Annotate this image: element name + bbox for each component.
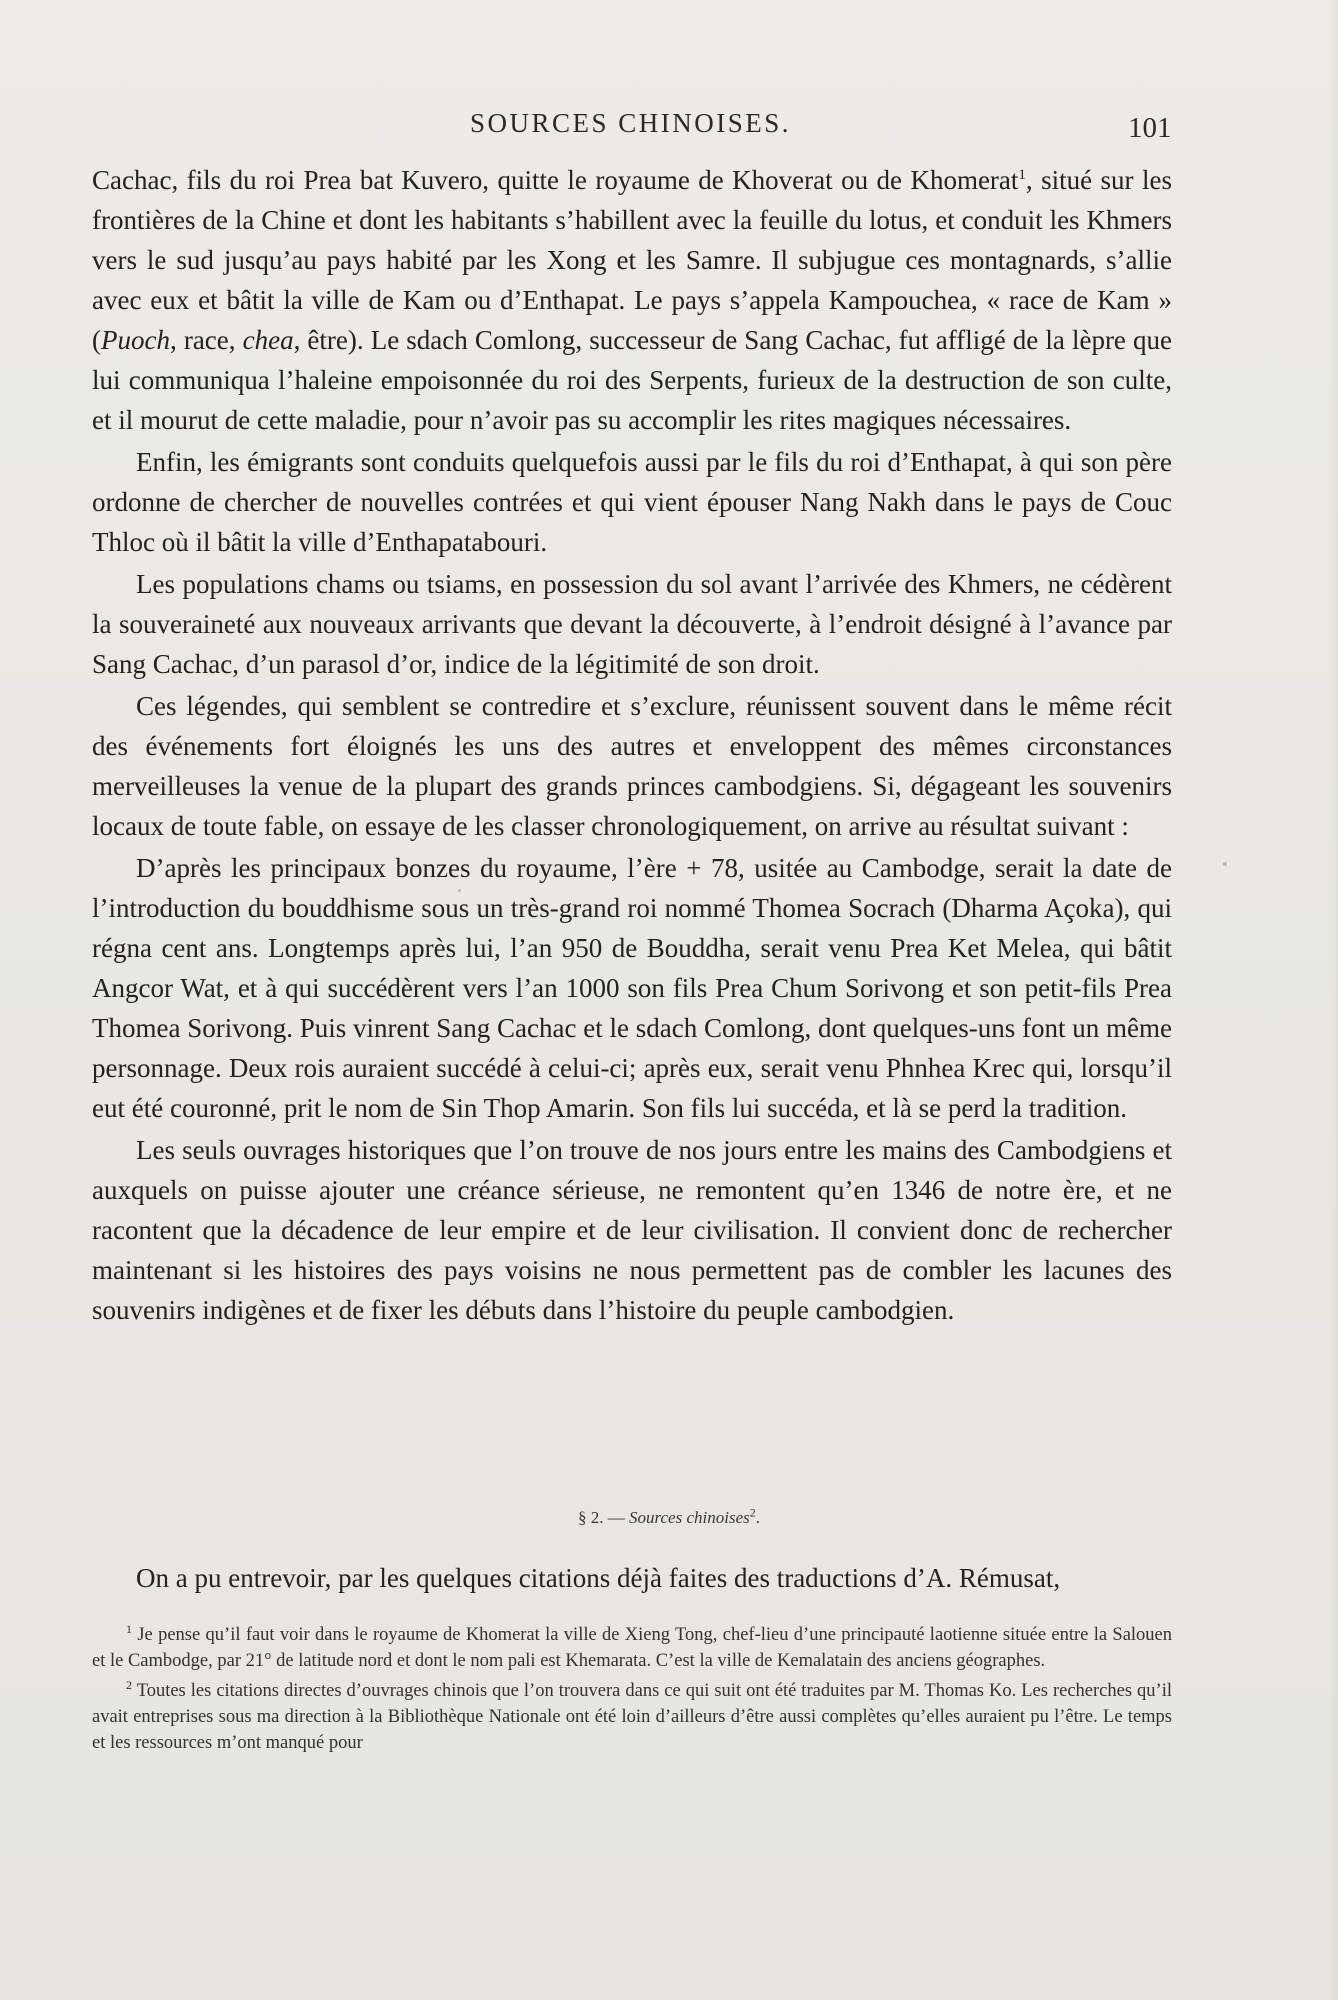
paragraph-1-end: , être). Le sdach Comlong, successeur de Sang Cachac, fut affligé de la lèpre que lui communiqua l’haleine empoisonnée du roi des Serpents, furieux de la destruction de son culte, et il mourut de cette maladie, pour n’avoir pas su accomplir les rites magiques nécessaires. xyxy=(92,325,1172,435)
paragraph-1 xyxy=(92,160,1172,440)
paper-speck xyxy=(1223,862,1227,866)
section-number: § 2. — xyxy=(578,1508,625,1527)
footnote-1-text: Je pense qu’il faut voir dans le royaume de Khomerat la ville de Xieng Tong, chef-lieu d’une principauté laotienne située entre la Salouen et le Cambodge, par 21° de latitude nord et dont le nom pali est Khemarata. C’est la ville de Kemalatain des anciens géographes. xyxy=(92,1625,1173,1671)
paragraph-1-rest: , situé sur les frontières de la Chine et dont les habitants s’habillent avec la feuille du lotus, et conduit les Khmers vers le sud jusqu’au pays habité par les Xong et les Samre. Il subjugue ces montagnards, s’allie avec eux et bâtit la ville de Kam ou d’Enthapat. Le pays s’appela Kampouchea, « race de Kam » ( xyxy=(92,165,1172,355)
paragraph-1-italic-puoch: Puoch xyxy=(101,325,170,355)
footnote-2 xyxy=(92,1678,1172,1756)
page-number: 101 xyxy=(1128,112,1172,144)
paragraph-4: Ces légendes, qui semblent se contredire et s’exclure, réunissent souvent dans le même récit des événements fort éloignés les uns des autres et enveloppent des mêmes circonstances merveilleuses la venue de la plupart des grands princes cambodgiens. Si, dégageant les souvenirs locaux de toute fable, on essaye de les classer chronologiquement, on arrive au résultat suivant : xyxy=(92,691,1172,841)
footnote-ref-1: 1 xyxy=(1018,167,1026,183)
paragraph-3: Les populations chams ou tsiams, en possession du sol avant l’arrivée des Khmers, ne cédèrent la souveraineté aux nouveaux arrivants que devant la découverte, à l’endroit désigné à l’avance par Sang Cachac, d’un parasol d’or, indice de la légitimité de son droit. xyxy=(92,569,1172,679)
paragraph-6: Les seuls ouvrages historiques que l’on trouve de nos jours entre les mains des Cambodgiens et auxquels on puisse ajouter une créance sérieuse, ne remontent qu’en 1346 de notre ère, et ne racontent que la décadence de leur empire et de leur civilisation. Il convient donc de rechercher maintenant si les histoires des pays voisins ne nous permettent pas de combler les lacunes des souvenirs indigènes et de fixer les débuts dans l’histoire du peuple cambodgien. xyxy=(92,1135,1172,1325)
section-heading-end: . xyxy=(755,1508,760,1527)
paragraph-2: Enfin, les émigrants sont conduits quelquefois aussi par le fils du roi d’Enthapat, à qui son père ordonne de chercher de nouvelles contrées et qui vient épouser Nang Nakh dans le pays de Couc Thloc où il bâtit la ville d’Enthapatabouri. xyxy=(92,447,1172,557)
footnote-ref-2: 2 xyxy=(749,1505,756,1520)
main-text xyxy=(92,160,1172,1330)
footnote-1-mark: 1 xyxy=(126,1621,132,1636)
paragraph-1-mid: , race, xyxy=(169,325,243,355)
paragraph-1-start: Cachac, fils du roi Prea bat Kuvero, quitte le royaume de Khoverat ou de Khomerat xyxy=(92,165,1019,195)
running-head: SOURCES CHINOISES. xyxy=(470,108,792,138)
paragraph-1-italic-chea: chea xyxy=(242,325,294,355)
section-heading xyxy=(0,1505,1338,1528)
paragraph-5: D’après les principaux bonzes du royaume, l’ère + 78, usitée au Cambodge, serait la date de l’introduction du bouddhisme sous un très-grand roi nommé Thomea Socrach (Dharma Açoka), qui régna cent ans. Longtemps après lui, l’an 950 de Bouddha, serait venu Prea Ket Melea, qui bâtit Angcor Wat, et à qui succédèrent vers l’an 1000 son fils Prea Chum Sorivong et son petit-fils Prea Thomea Sorivong. Puis vinrent Sang Cachac et le sdach Comlong, dont quelques-uns font un même personnage. Deux rois auraient succédé à celui-ci; après eux, serait venu Phnhea Krec qui, lorsqu’il eut été couronné, prit le nom de Sin Thop Amarin. Son fils lui succéda, et là se perd la tradition. xyxy=(92,853,1172,1123)
footnote-2-text: Toutes les citations directes d’ouvrages chinois que l’on trouvera dans ce qui suit ont été traduites par M. Thomas Ko. Les recherches qu’il avait entreprises sous ma direction à la Bibliothèque Nationale ont été loin d’ailleurs d’être aussi complètes qu’elles auraient pu l’être. Le temps et les ressources m’ont manqué pour xyxy=(92,1681,1172,1753)
footnote-2-mark: 2 xyxy=(126,1677,132,1692)
page-edge-shadow xyxy=(1328,0,1338,2000)
paper-speck xyxy=(458,889,461,892)
section-paragraph: On a pu entrevoir, par les quelques citations déjà faites des traductions d’A. Rémusat, xyxy=(136,1563,1061,1593)
section-title: Sources chinoises xyxy=(629,1508,750,1527)
footnote-1 xyxy=(92,1622,1172,1674)
footnotes xyxy=(92,1622,1172,1760)
page-header xyxy=(0,108,1338,148)
